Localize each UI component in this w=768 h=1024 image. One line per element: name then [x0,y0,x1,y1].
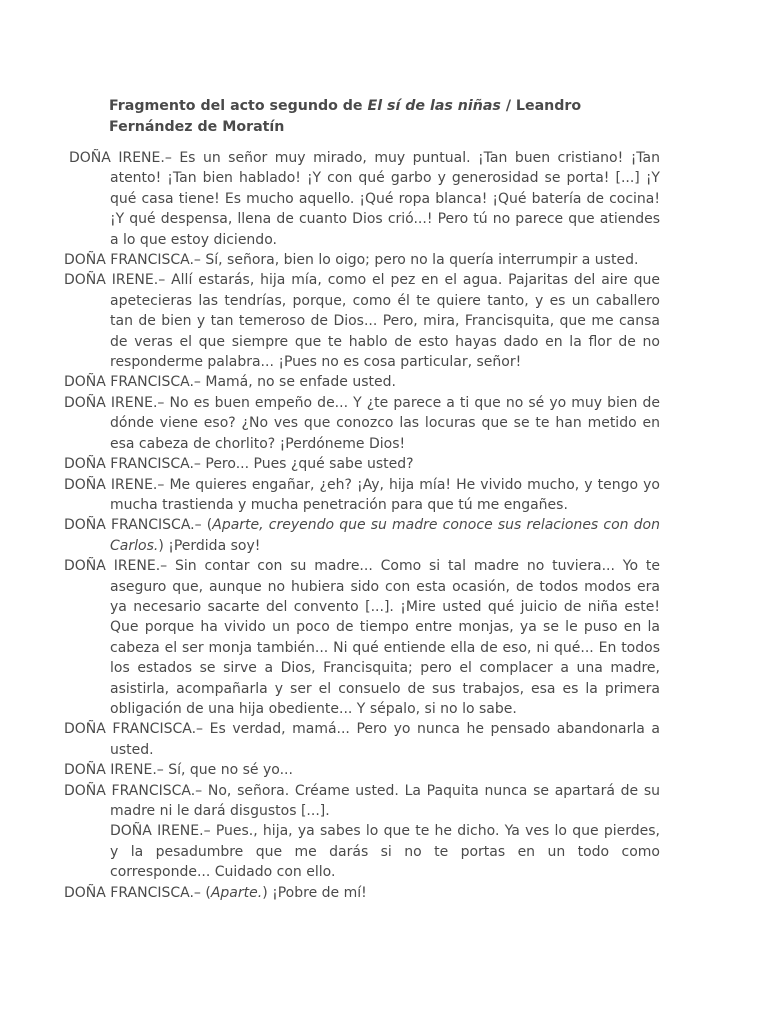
dialogue-line [64,719,660,760]
aside-open: ( [206,517,213,534]
dialogue-line [64,270,660,372]
dialogue-line [64,556,660,719]
speaker-name: DOÑA FRANCISCA.– [64,456,206,473]
speaker-name: DOÑA IRENE.– [110,823,216,840]
stage-direction: Aparte, creyendo que su madre conoce sus relaciones con don Carlos. [110,517,660,554]
dialogue-line [64,454,660,474]
line-text: Mamá, no se enfade usted. [205,374,396,391]
speaker-name: DOÑA IRENE.– [64,394,170,411]
stage-direction: Aparte. [210,884,263,901]
dialogue-body [64,148,660,903]
speaker-name: DOÑA FRANCISCA.– [64,884,206,901]
dialogue-line [64,515,660,556]
line-text: Allí estarás, hija mía, como el pez en el agua. Pajaritas del aire que apetecieras las tendrías, porque, como él te quiere tanto, y es un caballero tan de bien y tan temeroso de Dios... Pero, mira, Francisquita, que me cansa de veras el que siempre que te hablo de esto hayas dado en la flor de no responderme palabra... ¡Pues no es cosa particular, señor! [110,272,660,371]
line-text: Me quieres engañar, ¿eh? ¡Ay, hija mía! He vivido mucho, y tengo yo mucha trastienda y mucha penetración para que tú me engañes. [110,476,660,513]
speaker-name: DOÑA FRANCISCA.– [64,721,210,738]
dialogue-line [64,250,660,270]
speaker-name: DOÑA FRANCISCA.– [64,782,208,799]
aside-open: ( [205,884,211,901]
dialogue-line [64,760,660,780]
dialogue-line [64,372,660,392]
line-text: Sí, señora, bien lo oigo; pero no la quería interrumpir a usted. [205,252,639,269]
speaker-name: DOÑA FRANCISCA.– [64,374,206,391]
line-text: Sin contar con su madre... Como si tal madre no tuviera... Yo te aseguro que, aunque no hubiera sido con esta ocasión, de todos modos era ya necesario sacarte del convento [...]. ¡Mire usted qué juicio de niña este! Que porque ha vivido un poco de tiempo entre monjas, ya se le puso en la cabeza el ser monja también... Ni qué entiende ella de eso, ni qué... En todos los estados se sirve a Dios, Francisquita; pero el complacer a una madre, asistirla, acompañarla y ser el consuelo de sus trabajos, esa es la primera obligación de una hija obediente... Y sépalo, si no lo sabe. [110,558,660,717]
speaker-name: DOÑA FRANCISCA.– [64,517,207,534]
dialogue-line [64,821,660,882]
line-text: Es verdad, mamá... Pero yo nunca he pensado abandonarla a usted. [110,721,660,758]
line-text: Sí, que no sé yo... [168,762,293,779]
dialogue-line [64,883,660,903]
title-prefix: Fragmento del acto segundo de [109,98,368,114]
speaker-name: DOÑA FRANCISCA.– [64,252,206,269]
title-work: El sí de las niñas [367,98,501,114]
speaker-name: DOÑA IRENE.– [69,150,180,166]
dialogue-line [64,148,660,250]
dialogue-line [64,393,660,454]
document-title [109,96,669,138]
speaker-name: DOÑA IRENE.– [64,558,175,575]
dialogue-line [64,781,660,822]
line-text: No, señora. Créame usted. La Paquita nunca se apartará de su madre ni le dará disgustos [...]. [110,782,660,819]
line-text: Pero... Pues ¿qué sabe usted? [205,456,414,473]
line-text: ) ¡Perdida soy! [158,537,261,554]
line-text: Pues., hija, ya sabes lo que te he dicho. Ya ves lo que pierdes, y la pesadumbre que me darás si no te portas en un todo como corresponde... Cuidado con ello. [110,823,660,881]
line-text: Es un señor muy mirado, muy puntual. ¡Tan buen cristiano! ¡Tan atento! ¡Tan bien hablado! ¡Y con qué garbo y generosidad se porta! [...] ¡Y qué casa tiene! Es mucho aquello. ¡Qué ropa blanca! ¡Qué batería de cocina! ¡Y qué despensa, llena de cuanto Dios crió...! Pero tú no parece que atiendes a lo que estoy diciendo. [110,150,660,248]
speaker-name: DOÑA IRENE.– [64,272,172,289]
speaker-name: DOÑA IRENE.– [64,476,170,493]
line-text: ) ¡Pobre de mí! [262,884,367,901]
title-suffix: / Leandro Fernández de Moratín [109,98,582,135]
speaker-name: DOÑA IRENE.– [64,762,169,779]
dialogue-line [64,475,660,516]
line-text: No es buen empeño de... Y ¿te parece a ti que no sé yo muy bien de dónde viene eso? ¿No ves que conozco las locuras que se te han metido en esa cabeza de chorlito? ¡Perdóneme Dios! [110,394,660,452]
